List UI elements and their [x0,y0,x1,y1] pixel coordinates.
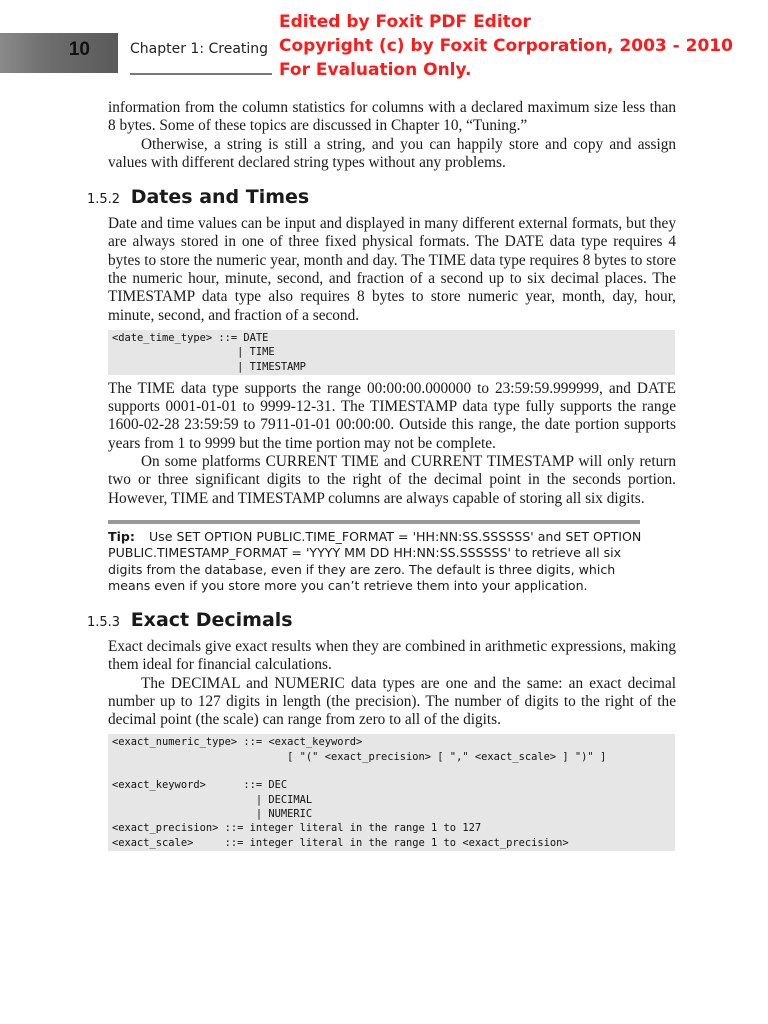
watermark-line-1: Edited by Foxit PDF Editor [279,12,531,32]
tip-box [108,529,648,595]
page-body [87,99,676,851]
section-number: 1.5.3 [87,614,121,630]
intro-paragraph-1: information from the column statistics for columns with a declared maximum size less than 8 bytes. Some of these topics are discussed in Chapter 10, “Tuning.” [108,99,676,135]
dates-paragraph-1: Date and time values can be input and displayed in many different external formats, but they are always stored in one of three fixed physical formats. The DATE data type requires 4 bytes to store the numeric year, month and day. The TIME data type requires 8 bytes to store the numeric hour, minute, second, and fraction of a second up to six decimal places. The TIMESTAMP data type also requires 8 bytes to store numeric year, month, day, hour, minute, second, and fraction of a second. [108,215,676,324]
code-block-exact-numeric-type: <exact_numeric_type> ::= <exact_keyword> [ "(" <exact_precision> [ "," <exact_scale> ] ")" ] <exact_keyword> ::= DEC | DECIMAL | NUMERIC <exact_precision> ::= integer literal in the range 1 to 127 <exact_scale> ::= integer literal in the range 1 to <exact_precision> [108,734,675,850]
header-rule [130,73,272,75]
dates-paragraph-3: On some platforms CURRENT TIME and CURRENT TIMESTAMP will only return two or three significant digits to the right of the decimal point in the seconds portion. However, TIME and TIMESTAMP columns are always capable of storing all six digits. [108,453,676,507]
section-heading-decimals [87,609,655,631]
tip-label: Tip: [108,528,135,544]
section-title: Exact Decimals [130,608,293,631]
page-number-tab [0,33,118,73]
code-block-date-time-type: <date_time_type> ::= DATE | TIME | TIMESTAMP [108,330,675,375]
intro-paragraph-2: Otherwise, a string is still a string, and you can happily store and copy and assign values with different declared string types without any problems. [108,135,676,171]
section-heading-dates [87,186,655,208]
section-number: 1.5.2 [87,192,121,208]
page-number: 10 [68,39,90,60]
running-head: Chapter 1: Creating [130,41,269,57]
tip-rule [108,520,640,524]
dates-paragraph-2: The TIME data type supports the range 00:00:00.000000 to 23:59:59.999999, and DATE supports 0001-01-01 to 9999-12-31. The TIMESTAMP data type fully supports the range 1600-02-28 23:59:59 to 7911-01-01 00:00:00. Outside this range, the date portion supports years from 1 to 9999 but the time portion may not be complete. [108,379,676,452]
tip-text: Use SET OPTION PUBLIC.TIME_FORMAT = 'HH:NN:SS.SSSSSS' and SET OPTION PUBLIC.TIMESTAMP_FORMAT = 'YYYY MM DD HH:NN:SS.SSSSSS' to retrieve all six digits from the database, even if they are zero. The default is three digits, which means even if you store more you can’t retrieve them into your application. [108,528,642,594]
watermark-line-2: Copyright (c) by Foxit Corporation, 2003 - 2010 [279,36,733,56]
watermark-line-3: For Evaluation Only. [279,60,472,80]
decimals-paragraph-1: Exact decimals give exact results when they are combined in arithmetic expressions, making them ideal for financial calculations. [108,637,676,674]
foxit-watermark [279,10,733,82]
section-title: Dates and Times [130,186,310,209]
decimals-paragraph-2: The DECIMAL and NUMERIC data types are one and the same: an exact decimal number up to 127 digits in length (the precision). The number of digits to the right of the decimal point (the scale) can range from zero to all of the digits. [108,674,676,729]
